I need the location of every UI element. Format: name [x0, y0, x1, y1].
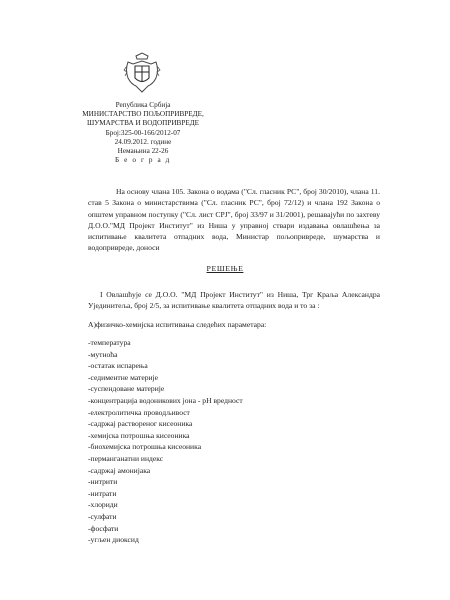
parameter-item: -концентрација водоникових јона - pH вредност — [88, 395, 243, 405]
parameter-item: -угљен диоксид — [88, 535, 139, 545]
parameter-item: -садржај раствореног кисеоника — [88, 419, 193, 429]
parameter-item: -мутноћа — [88, 349, 118, 359]
parameter-item: -биохемијска потрошња кисеоника — [88, 442, 202, 452]
parameter-item: -температура — [88, 338, 131, 347]
header-ministry-line2: ШУМАРСТВА И ВОДОПРИВРЕДЕ — [86, 119, 200, 128]
header-country: Република Србија — [115, 101, 171, 109]
parameter-item: -остатак испарења — [88, 361, 148, 371]
parameter-item: -електролитичка проводљивост — [88, 407, 190, 417]
parameter-item: -сулфати — [88, 511, 117, 521]
parameter-item: -нитрати — [88, 488, 117, 498]
parameter-item: -перманганатни индекс — [88, 453, 164, 463]
preamble-paragraph — [88, 186, 380, 254]
header-date: 24.09.2012. године — [114, 137, 172, 146]
parameter-item: -фосфати — [88, 523, 119, 533]
parameter-item: -садржај амонијака — [88, 465, 151, 475]
parameter-item: -хлориди — [88, 500, 118, 510]
decision-title: РЕШЕЊЕ — [206, 264, 244, 273]
issuer-header — [68, 101, 218, 165]
parameters-list — [88, 337, 243, 546]
parameter-item: -нитрити — [88, 477, 118, 487]
header-city: Б е о г р а д — [115, 156, 171, 165]
authorization-text: I Овлашћује се Д.О.О. "МД Пројект Институт" из Ниша, Трг Краља Александра Ујединитеља, број 2/5, за испитивање квалитета отпадних вода и то за : — [88, 290, 380, 311]
parameter-item: -седиментне материје — [88, 372, 159, 382]
coat-of-arms-icon — [123, 52, 161, 96]
parameter-item: -хемијска потрошња кисеоника — [88, 430, 190, 440]
header-address: Немањина 22-26 — [117, 147, 169, 156]
header-reference-number: Број:325-00-166/2012-07 — [105, 128, 181, 137]
parameter-item: -суспендоване материје — [88, 384, 165, 394]
preamble-text: На основу члана 105. Закона о водама ("Сл. гласник РС", број 30/2010), члана 11. став 5 Закона о министарствима ("Сл. гласник РС", број 72/12) и члана 192 Закона о општем управном поступку ("Сл. лист СРЈ", број 33/97 и 31/2001), решавајући по захтеву Д.О.О."МД Пројект Институт" из Ниша у управној ствари издавања овлашћења за испитивање квалитета отпадних вода, Министар пољопривреде, шумарства и водопривреде, доноси — [88, 187, 380, 253]
header-ministry-line1: МИНИСТАРСТВО ПОЉОПРИВРЕДЕ, — [82, 110, 204, 119]
parameters-subheading: А)физичко-хемијска испитивања следећих параметара: — [88, 320, 267, 329]
authorization-paragraph — [88, 289, 380, 312]
